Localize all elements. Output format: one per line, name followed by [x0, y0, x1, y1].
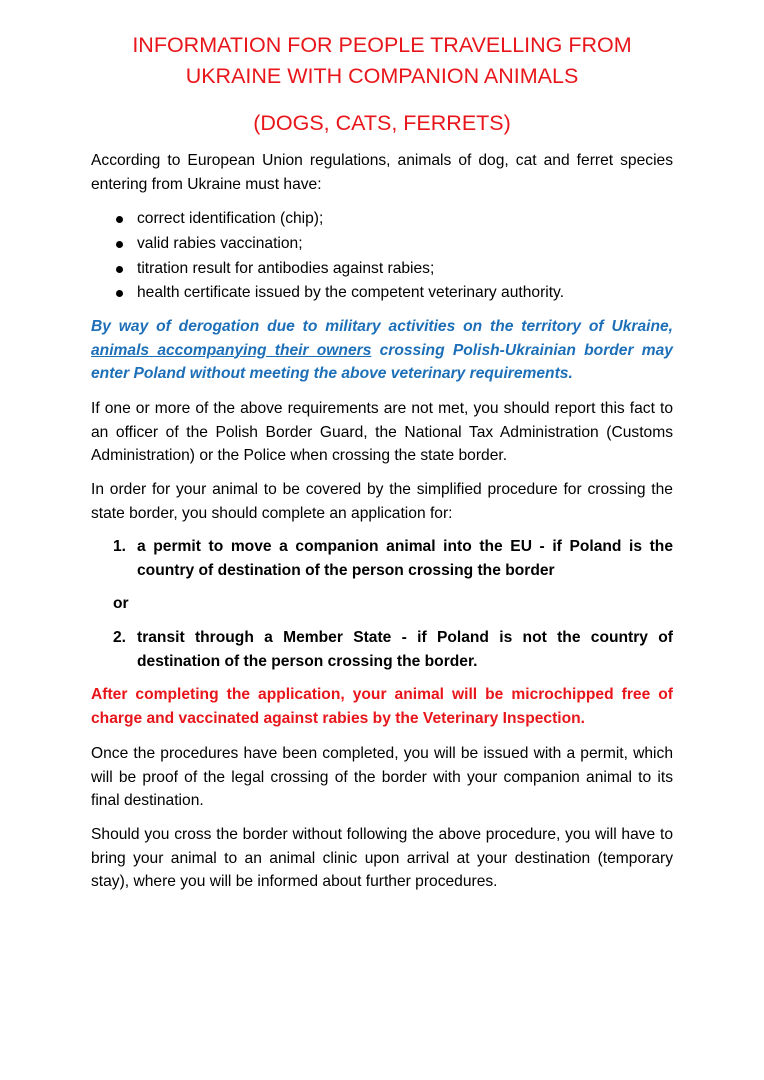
option-number: 1.	[113, 538, 127, 555]
requirement-text: correct identification (chip);	[137, 210, 324, 227]
list-item	[91, 281, 673, 306]
requirements-list	[91, 207, 673, 306]
derogation-underlined-text: animals accompanying their owners	[91, 341, 372, 359]
derogation-text-part-1: By way of derogation due to military activities on the territory of Ukraine,	[91, 318, 673, 335]
intro-paragraph: According to European Union regulations, animals of dog, cat and ferret species entering from Ukraine must have:	[91, 152, 673, 193]
document-title-line-1: INFORMATION FOR PEOPLE TRAVELLING FROM	[132, 33, 632, 57]
bullet-icon	[116, 266, 123, 273]
bullet-icon	[116, 216, 123, 223]
application-option-2	[91, 626, 673, 673]
requirement-text: valid rabies vaccination;	[137, 234, 303, 252]
derogation-text-part-2: crossing Polish-Ukrainian border may enter Poland without meeting the above veterinary requirements.	[91, 341, 673, 382]
or-label: or	[113, 595, 129, 612]
option-text: transit through a Member State - if Poland is not the country of destination of the person crossing the border.	[137, 629, 673, 670]
bullet-icon	[116, 241, 123, 248]
list-item	[91, 257, 673, 282]
requirement-text: health certificate issued by the competent veterinary authority.	[137, 284, 565, 302]
procedure-paragraph: In order for your animal to be covered by the simplified procedure for crossing the state border, you should complete an application for:	[91, 481, 673, 522]
permit-paragraph: Once the procedures have been completed, you will be issued with a permit, which will be proof of the legal crossing of the border with your companion animal to its final destination.	[91, 745, 673, 809]
option-number: 2.	[113, 629, 127, 646]
bullet-icon	[116, 290, 123, 297]
requirement-text: titration result for antibodies against rabies;	[137, 259, 435, 277]
derogation-paragraph	[91, 315, 673, 386]
list-item	[91, 207, 673, 232]
application-option-1	[91, 535, 673, 582]
list-item	[91, 232, 673, 257]
without-procedure-paragraph: Should you cross the border without following the above procedure, you will have to bring your animal to an animal clinic upon arrival at your destination (temporary stay), where you will be informed about further procedures.	[91, 826, 673, 890]
option-text: a permit to move a companion animal into the EU - if Poland is the country of destination of the person crossing the border	[137, 538, 673, 579]
document-title-line-2: UKRAINE WITH COMPANION ANIMALS	[185, 64, 579, 88]
document-subtitle: (DOGS, CATS, FERRETS)	[253, 111, 511, 135]
report-paragraph: If one or more of the above requirements are not met, you should report this fact to an officer of the Polish Border Guard, the National Tax Administration (Customs Administration) or the Police when crossing the state border.	[91, 400, 673, 464]
red-notice-paragraph: After completing the application, your animal will be microchipped free of charge and vaccinated against rabies by the Veterinary Inspection.	[91, 686, 673, 727]
